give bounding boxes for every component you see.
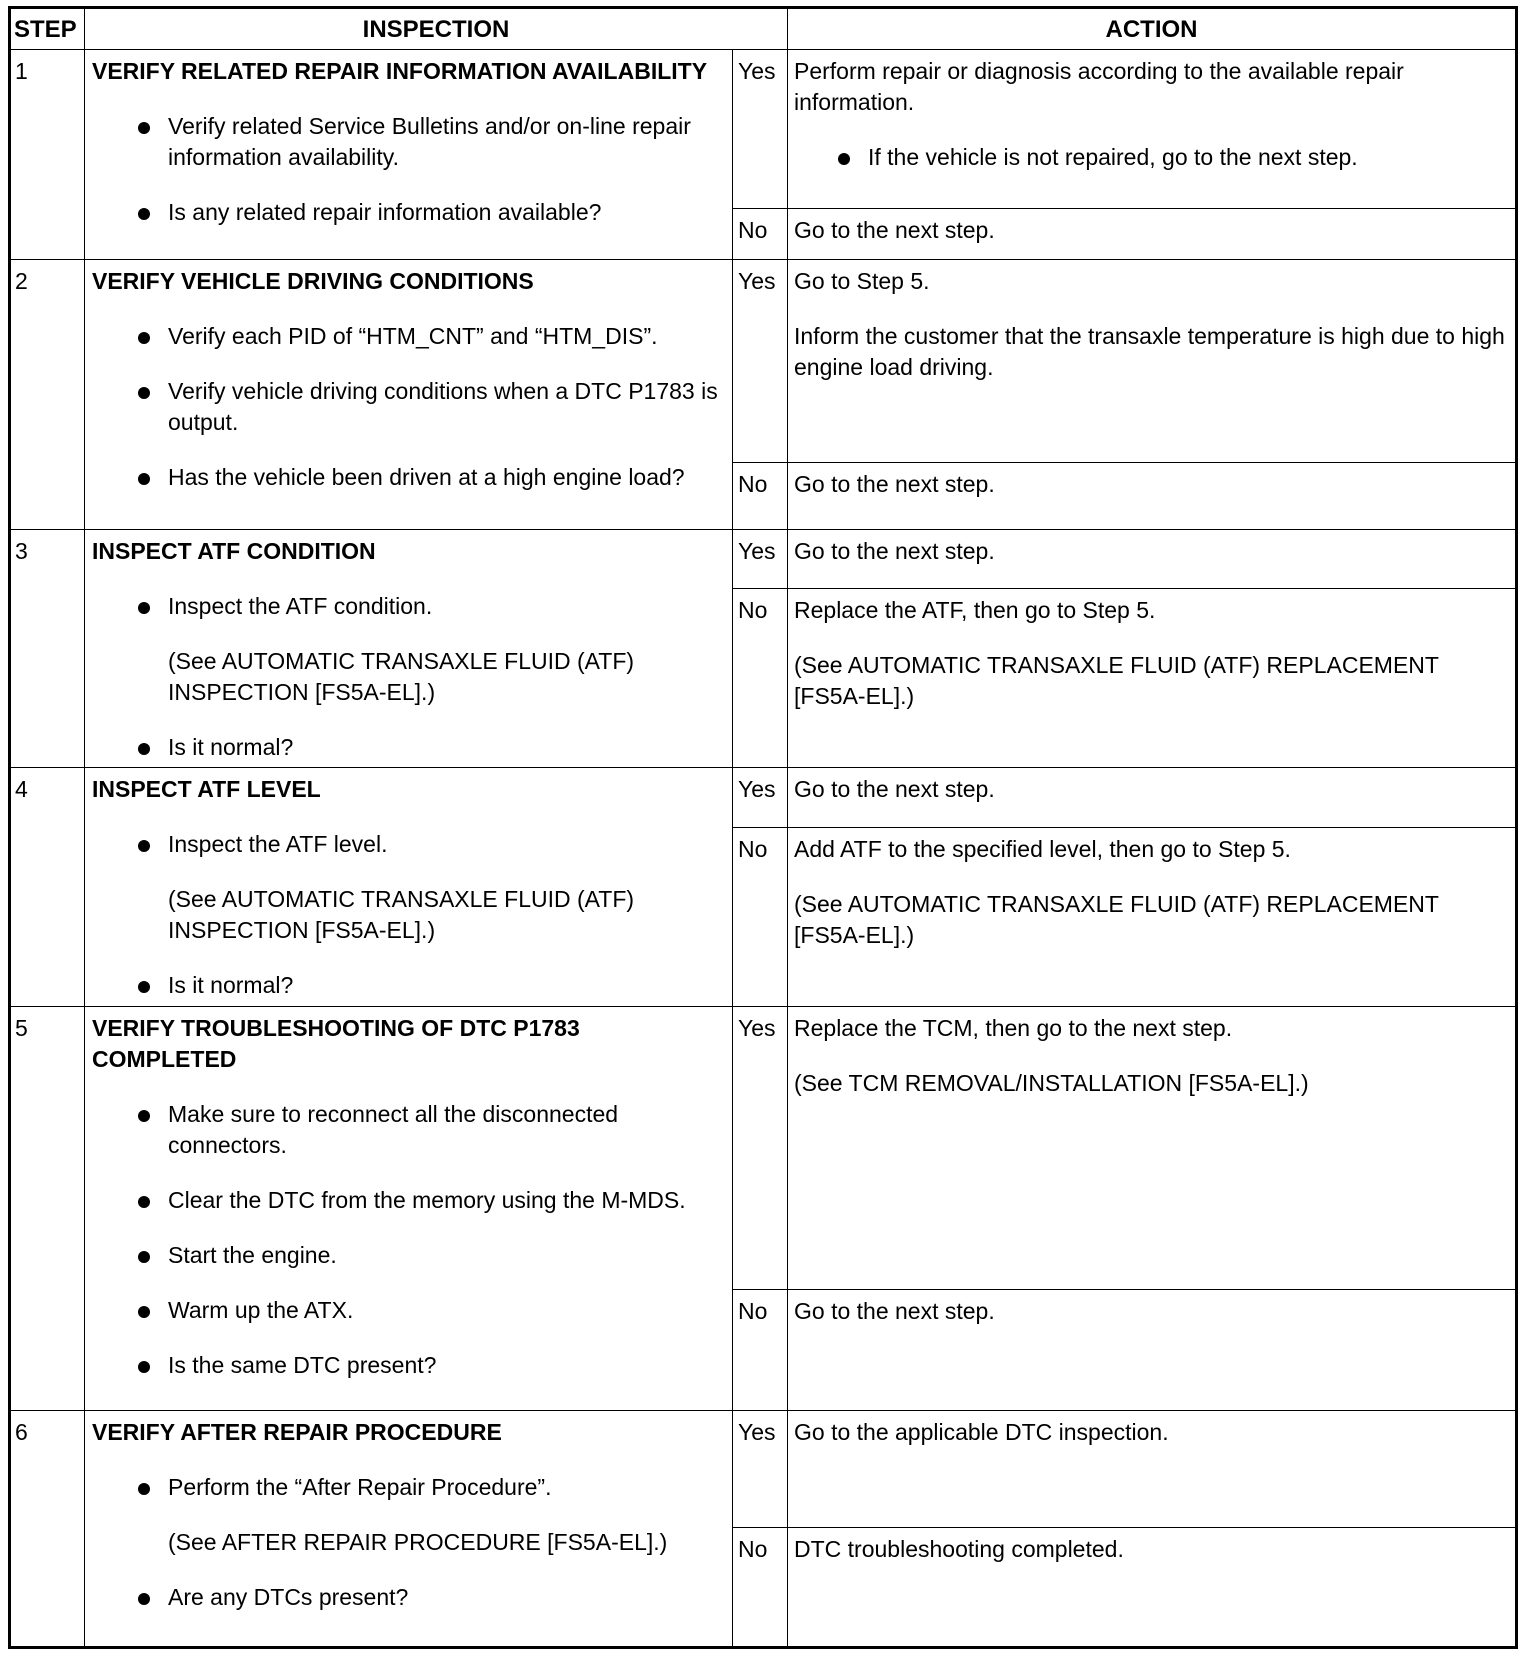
header-action: ACTION — [788, 8, 1517, 50]
no-label: No — [733, 828, 788, 1007]
inspection-cell — [85, 530, 733, 768]
inspection-cell — [85, 260, 733, 530]
yes-action: Go to the applicable DTC inspection. — [788, 1411, 1517, 1528]
action-bullet: If the vehicle is not repaired, go to the next step. — [794, 142, 1507, 173]
action-text: Perform repair or diagnosis according to the available repair information. — [794, 58, 1404, 115]
header-inspection: INSPECTION — [85, 8, 788, 50]
yes-label: Yes — [733, 50, 788, 209]
no-action: DTC troubleshooting completed. — [788, 1528, 1517, 1648]
yes-action — [788, 50, 1517, 209]
action-text: Replace the TCM, then go to the next step. — [794, 1015, 1233, 1041]
inspection-bullet: Has the vehicle been driven at a high engine load? — [92, 462, 724, 493]
step-row — [10, 260, 1517, 463]
no-action — [788, 828, 1517, 1007]
inspection-bullet: Is it normal? — [92, 970, 724, 1001]
inspection-bullet: Inspect the ATF condition. — [92, 591, 724, 622]
action-text: Replace the ATF, then go to Step 5. — [794, 597, 1156, 623]
action-reference: (See AUTOMATIC TRANSAXLE FLUID (ATF) REPLACEMENT [FS5A-EL].) — [794, 652, 1439, 709]
yes-label: Yes — [733, 530, 788, 589]
step-title: VERIFY TROUBLESHOOTING OF DTC P1783 COMPLETED — [92, 1015, 580, 1072]
yes-label: Yes — [733, 260, 788, 463]
no-label: No — [733, 209, 788, 260]
inspection-reference: (See AUTOMATIC TRANSAXLE FLUID (ATF) INSPECTION [FS5A-EL].) — [168, 648, 635, 705]
inspection-bullet: Verify each PID of “HTM_CNT” and “HTM_DIS”. — [92, 321, 724, 352]
inspection-bullet: Verify vehicle driving conditions when a DTC P1783 is output. — [92, 376, 724, 438]
inspection-bullet: Is any related repair information available? — [92, 197, 724, 228]
yes-action: Go to the next step. — [788, 768, 1517, 828]
inspection-bullet: Perform the “After Repair Procedure”. — [92, 1472, 724, 1503]
yes-action — [788, 1007, 1517, 1290]
step-row — [10, 530, 1517, 589]
yes-action: Go to the next step. — [788, 530, 1517, 589]
yes-label: Yes — [733, 1411, 788, 1528]
step-title: INSPECT ATF CONDITION — [92, 538, 376, 564]
inspection-bullet: Is it normal? — [92, 732, 724, 763]
action-reference: (See TCM REMOVAL/INSTALLATION [FS5A-EL].) — [794, 1070, 1309, 1096]
no-label: No — [733, 589, 788, 768]
no-label: No — [733, 1528, 788, 1648]
action-reference: (See AUTOMATIC TRANSAXLE FLUID (ATF) REPLACEMENT [FS5A-EL].) — [794, 891, 1439, 948]
no-action: Go to the next step. — [788, 209, 1517, 260]
yes-action — [788, 260, 1517, 463]
step-number: 1 — [10, 50, 85, 260]
inspection-bullet: Make sure to reconnect all the disconnected connectors. — [92, 1099, 724, 1161]
inspection-bullet: Start the engine. — [92, 1240, 724, 1271]
no-label: No — [733, 1290, 788, 1411]
step-number: 3 — [10, 530, 85, 768]
step-row — [10, 50, 1517, 209]
inspection-bullet: Clear the DTC from the memory using the M-MDS. — [92, 1185, 724, 1216]
action-text: Inform the customer that the transaxle temperature is high due to high engine load driving. — [794, 323, 1505, 380]
step-number: 2 — [10, 260, 85, 530]
header-step: STEP — [10, 8, 85, 50]
header-row — [10, 8, 1517, 50]
action-text: Add ATF to the specified level, then go to Step 5. — [794, 836, 1291, 862]
step-number: 4 — [10, 768, 85, 1007]
yes-label: Yes — [733, 768, 788, 828]
no-action: Go to the next step. — [788, 1290, 1517, 1411]
no-action: Go to the next step. — [788, 463, 1517, 530]
inspection-cell — [85, 768, 733, 1007]
step-number: 5 — [10, 1007, 85, 1411]
inspection-bullet: Verify related Service Bulletins and/or on-line repair information availability. — [92, 111, 724, 173]
step-title: VERIFY VEHICLE DRIVING CONDITIONS — [92, 268, 534, 294]
step-number: 6 — [10, 1411, 85, 1648]
inspection-reference: (See AUTOMATIC TRANSAXLE FLUID (ATF) INSPECTION [FS5A-EL].) — [168, 886, 635, 943]
inspection-cell — [85, 50, 733, 260]
inspection-bullet: Are any DTCs present? — [92, 1582, 724, 1613]
step-row — [10, 1411, 1517, 1528]
yes-label: Yes — [733, 1007, 788, 1290]
inspection-bullet: Is the same DTC present? — [92, 1350, 724, 1381]
step-title: VERIFY RELATED REPAIR INFORMATION AVAILABILITY — [92, 58, 708, 84]
inspection-bullet: Inspect the ATF level. — [92, 829, 724, 860]
inspection-cell — [85, 1007, 733, 1411]
inspection-cell — [85, 1411, 733, 1648]
step-row — [10, 1007, 1517, 1290]
inspection-reference: (See AFTER REPAIR PROCEDURE [FS5A-EL].) — [168, 1529, 668, 1555]
no-label: No — [733, 463, 788, 530]
action-text: Go to Step 5. — [794, 268, 930, 294]
no-action — [788, 589, 1517, 768]
step-title: VERIFY AFTER REPAIR PROCEDURE — [92, 1419, 502, 1445]
step-row — [10, 768, 1517, 828]
troubleshooting-document — [8, 6, 1515, 1649]
step-title: INSPECT ATF LEVEL — [92, 776, 321, 802]
inspection-bullet: Warm up the ATX. — [92, 1295, 724, 1326]
troubleshooting-table — [8, 6, 1518, 1649]
